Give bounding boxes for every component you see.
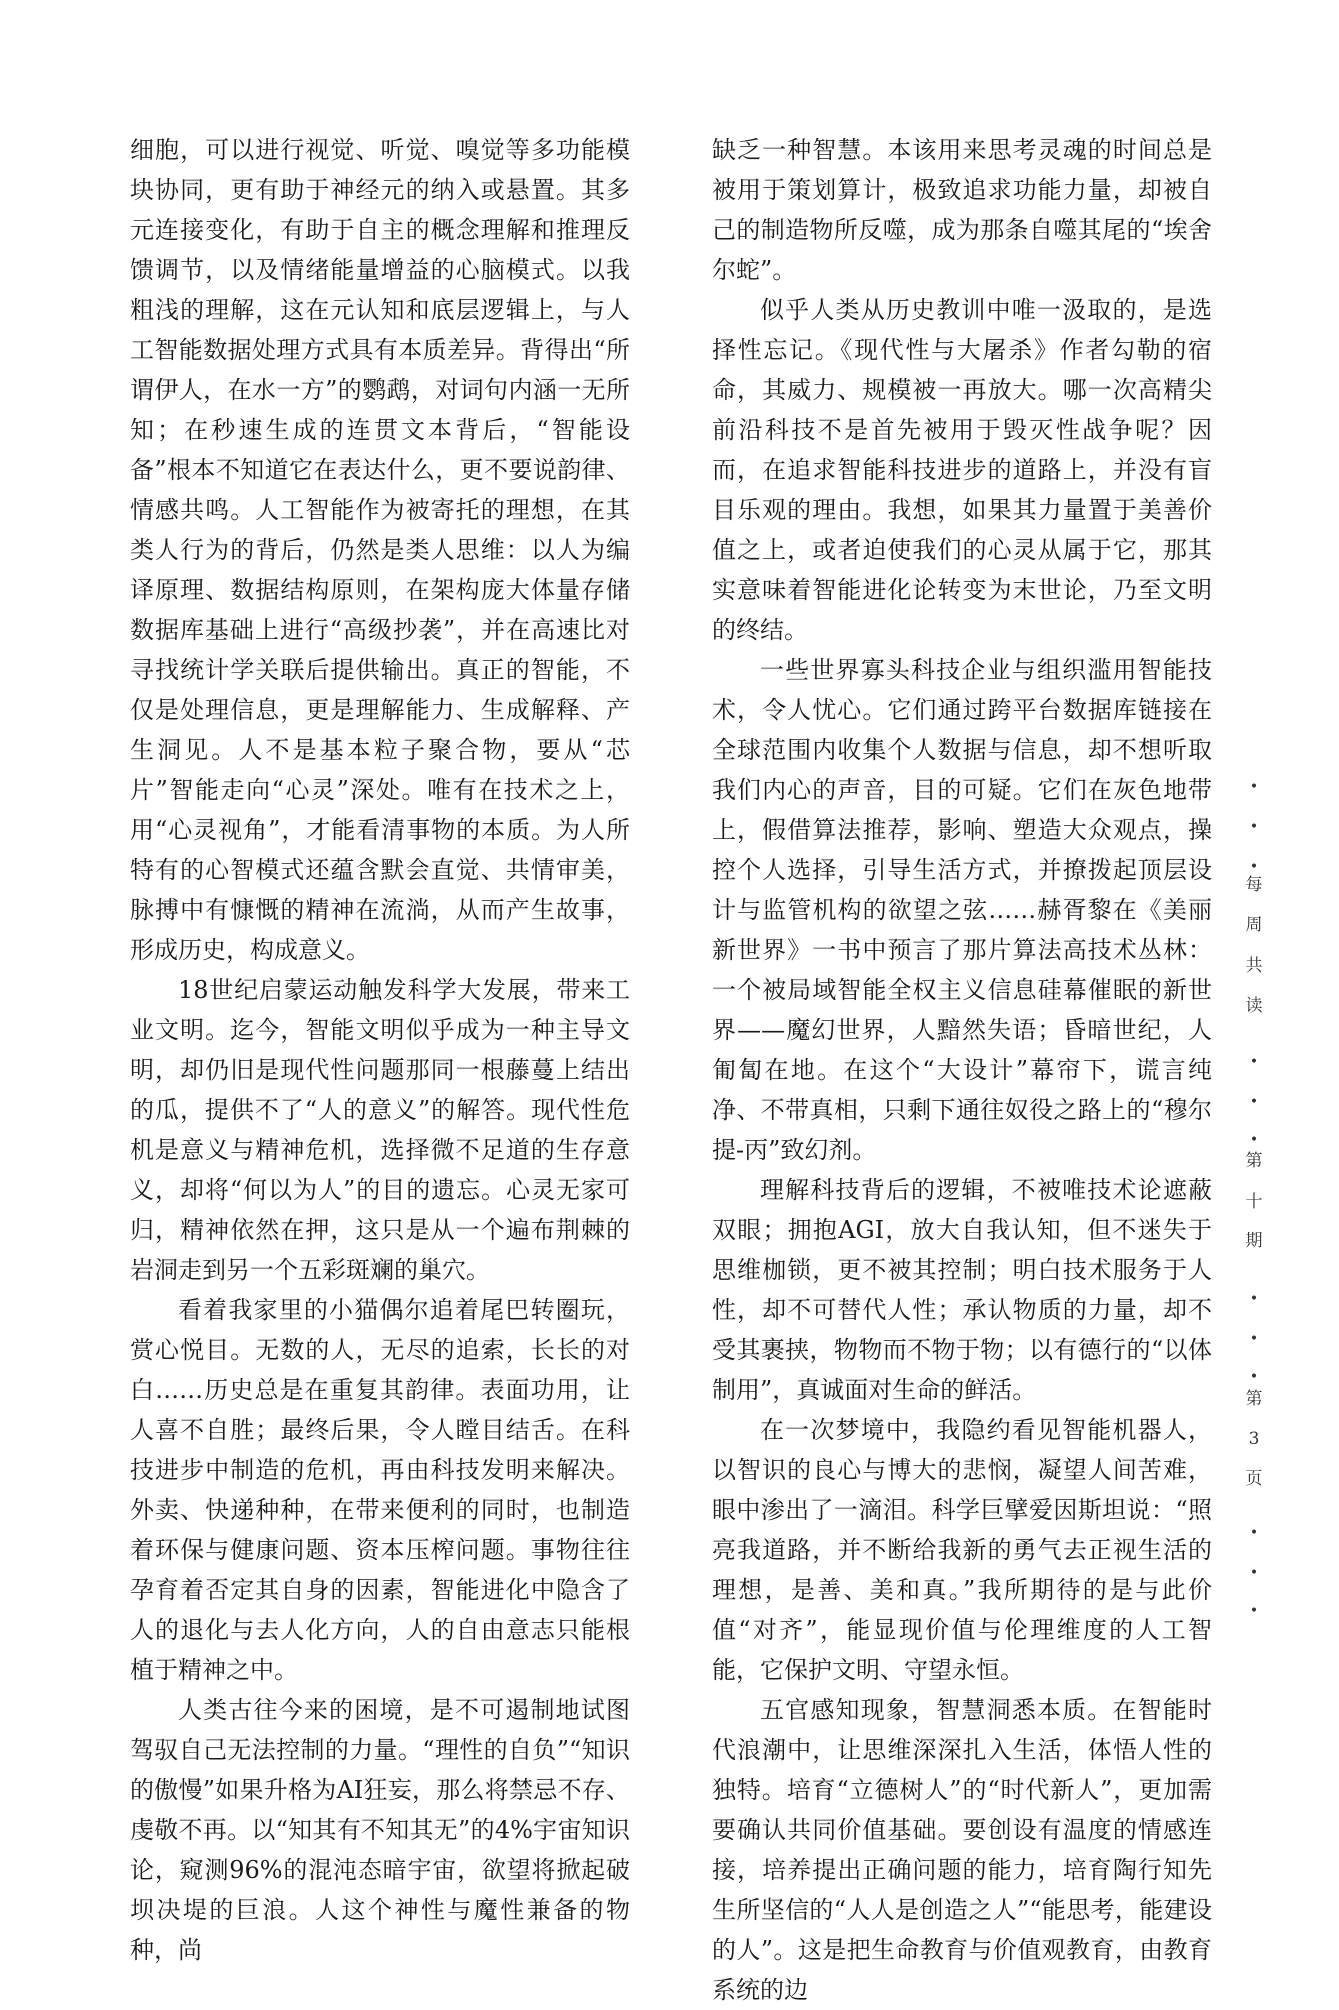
issue-number-char: 第	[1245, 1151, 1263, 1171]
issue-number-char: 期	[1245, 1231, 1263, 1251]
article-right-column	[712, 130, 1212, 2010]
paragraph: 看着我家里的小猫偶尔追着尾巴转圈玩，赏心悦目。无数的人，无尽的追索，长长的对白……历史总是在重复其韵律。表面功用，让人喜不自胜；最终后果，令人瞠目结舌。在科技进步中制造的危机，再由科技发明来解决。外卖、快递种种，在带来便利的同时，也制造着环保与健康问题、资本压榨问题。事物往往孕育着否定其自身的因素，智能进化中隐含了人的退化与去人化方向，人的自由意志只能根植于精神之中。	[130, 1296, 630, 1684]
separator-dot: •	[1249, 1565, 1259, 1581]
separator-dot: •	[1249, 1054, 1259, 1070]
page-number-char: 第	[1245, 1389, 1263, 1409]
separator-dot: •	[1249, 1369, 1259, 1385]
article-left-column	[130, 130, 630, 1970]
separator-dot: •	[1249, 859, 1259, 875]
paragraph: 理解科技背后的逻辑，不被唯技术论遮蔽双眼；拥抱AGI，放大自我认知，但不迷失于思维枷锁，更不被其控制；明白技术服务于人性，却不可替代人性；承认物质的力量，却不受其裹挟，物物而不物于物；以有德行的“以体制用”，真诚面对生命的鲜活。	[712, 1176, 1212, 1404]
separator-dot: •	[1249, 1603, 1259, 1619]
separator-dot: •	[1249, 1525, 1259, 1541]
separator-dot: •	[1249, 819, 1259, 835]
publication-name-char: 共	[1245, 956, 1263, 976]
paragraph: 细胞，可以进行视觉、听觉、嗅觉等多功能模块协同，更有助于神经元的纳入或悬置。其多元连接变化，有助于自主的概念理解和推理反馈调节，以及情绪能量增益的心脑模式。以我粗浅的理解，这在元认知和底层逻辑上，与人工智能数据处理方式具有本质差异。背得出“所谓伊人，在水一方”的鹦鹉，对词句内涵一无所知；在秒速生成的连贯文本背后，“智能设备”根本不知道它在表达什么，更不要说韵律、情感共鸣。人工智能作为被寄托的理想，在其类人行为的背后，仍然是类人思维：以人为编译原理、数据结构原则，在架构庞大体量存储数据库基础上进行“高级抄袭”，并在高速比对寻找统计学关联后提供输出。真正的智能，不仅是处理信息，更是理解能力、生成解释、产生洞见。人不是基本粒子聚合物，要从“芯片”智能走向“心灵”深处。唯有在技术之上，用“心灵视角”，才能看清事物的本质。为人所特有的心智模式还蕴含默会直觉、共情审美，脉搏中有慷慨的精神在流淌，从而产生故事，形成历史，构成意义。	[130, 136, 630, 964]
paragraph: 五官感知现象，智慧洞悉本质。在智能时代浪潮中，让思维深深扎入生活，体悟人性的独特。培育“立德树人”的“时代新人”，更加需要确认共同价值基础。要创设有温度的情感连接，培养提出正确问题的能力，培育陶行知先生所坚信的“人人是创造之人”“能思考，能建设的人”。这是把生命教育与价值观教育，由教育系统的边	[712, 1696, 1212, 2004]
issue-number-char: 十	[1245, 1192, 1263, 1212]
page-number-char: 3	[1248, 1429, 1260, 1449]
separator-dot: •	[1249, 1291, 1259, 1307]
paragraph: 缺乏一种智慧。本该用来思考灵魂的时间总是被用于策划算计，极致追求功能力量，却被自己的制造物所反噬，成为那条自噬其尾的“埃舍尔蛇”。	[712, 136, 1212, 284]
paragraph: 在一次梦境中，我隐约看见智能机器人，以智识的良心与博大的悲悯，凝望人间苦难，眼中渗出了一滴泪。科学巨擘爱因斯坦说：“照亮我道路，并不断给我新的勇气去正视生活的理想，是善、美和真。”我所期待的是与此价值“对齐”，能显现价值与伦理维度的人工智能，它保护文明、守望永恒。	[712, 1416, 1212, 1684]
paragraph: 似乎人类从历史教训中唯一汲取的，是选择性忘记。《现代性与大屠杀》作者勾勒的宿命，其威力、规模被一再放大。哪一次高精尖前沿科技不是首先被用于毁灭性战争呢？因而，在追求智能科技进步的道路上，并没有盲目乐观的理由。我想，如果其力量置于美善价值之上，或者迫使我们的心灵从属于它，那其实意味着智能进化论转变为末世论，乃至文明的终结。	[712, 296, 1212, 644]
separator-dot: •	[1249, 1094, 1259, 1110]
publication-name-char: 每	[1245, 875, 1263, 895]
publication-name-char: 周	[1245, 915, 1263, 935]
separator-dot: •	[1249, 779, 1259, 795]
separator-dot: •	[1249, 1132, 1259, 1148]
paragraph: 一些世界寡头科技企业与组织滥用智能技术，令人忧心。它们通过跨平台数据库链接在全球范围内收集个人数据与信息，却不想听取我们内心的声音，目的可疑。它们在灰色地带上，假借算法推荐，影响、塑造大众观点，操控个人选择，引导生活方式，并撩拨起顶层设计与监管机构的欲望之弦……赫胥黎在《美丽新世界》一书中预言了那片算法高技术丛林：一个被局域智能全权主义信息硅幕催眠的新世界——魔幻世界，人黯然失语；昏暗世纪，人匍匐在地。在这个“大设计”幕帘下，谎言纯净、不带真相，只剩下通往奴役之路上的“穆尔提-丙”致幻剂。	[712, 656, 1212, 1164]
page-number-char: 页	[1245, 1469, 1263, 1489]
publication-name-char: 读	[1245, 996, 1263, 1016]
paragraph: 18世纪启蒙运动触发科学大发展，带来工业文明。迄今，智能文明似乎成为一种主导文明，却仍旧是现代性问题那同一根藤蔓上结出的瓜，提供不了“人的意义”的解答。现代性危机是意义与精神危机，选择微不足道的生存意义，却将“何以为人”的目的遗忘。心灵无家可归，精神依然在押，这只是从一个遍布荆棘的岩洞走到另一个五彩斑斓的巢穴。	[130, 976, 630, 1284]
separator-dot: •	[1249, 1331, 1259, 1347]
paragraph: 人类古往今来的困境，是不可遏制地试图驾驭自己无法控制的力量。“理性的自负”“知识的傲慢”如果升格为AI狂妄，那么将禁忌不存、虔敬不再。以“知其有不知其无”的4%宇宙知识论，窥测96%的混沌态暗宇宙，欲望将掀起破坝决堤的巨浪。人这个神性与魔性兼备的物种，尚	[130, 1696, 630, 1964]
